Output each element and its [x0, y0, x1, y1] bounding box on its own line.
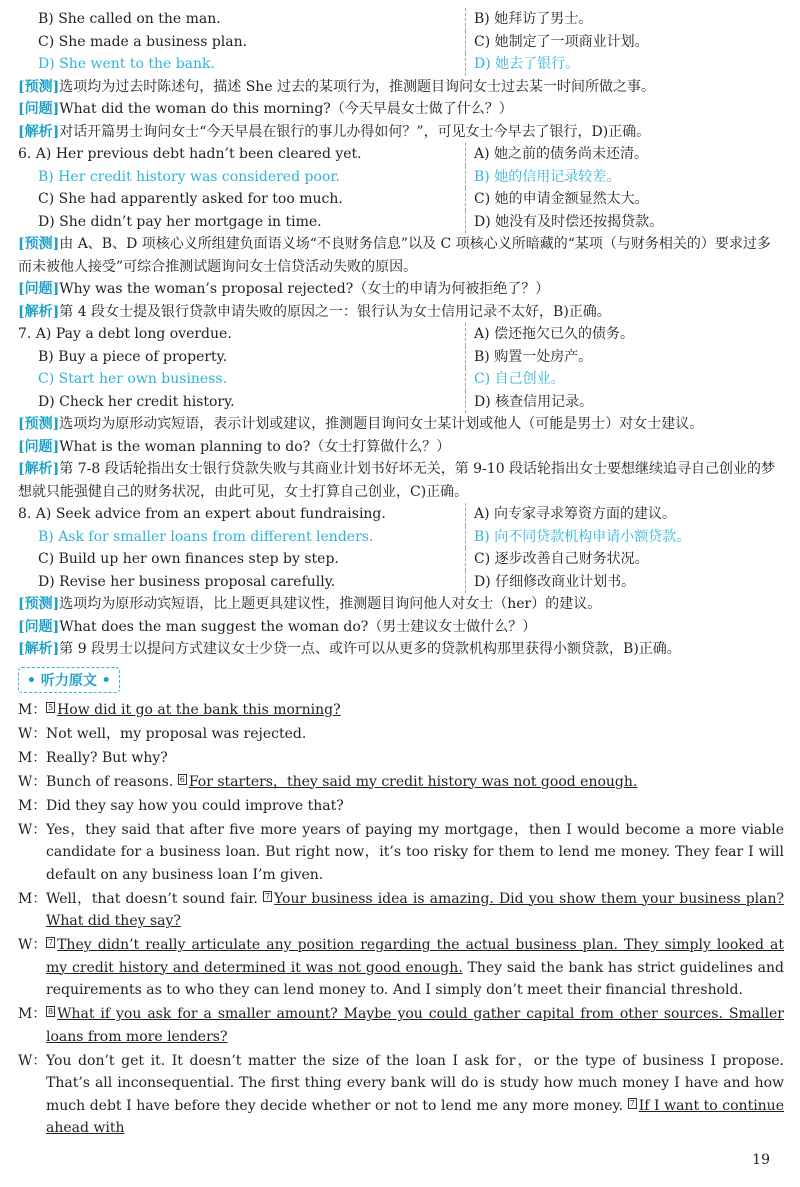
option-row — [18, 368, 784, 391]
dialog-line — [18, 699, 784, 722]
note-tag: [问题] — [18, 101, 60, 117]
option-row — [18, 323, 784, 346]
question-marker: 7 — [264, 891, 271, 901]
option-chinese: B) 她的信用记录较差。 — [465, 166, 784, 189]
dialog-line — [18, 1050, 784, 1140]
option-english: C) Start her own business. — [38, 371, 228, 387]
speaker-label: W： — [18, 1052, 47, 1069]
option-english: 6. A) Her previous debt hadn’t been cleared yet. — [18, 146, 362, 162]
utterance-text: They said the bank has strict guidelines and requirements as to who they can lend money to. And I simply don’t meet their financial threshold. — [46, 959, 784, 998]
dialog-line — [18, 934, 784, 1002]
option-chinese: A) 她之前的债务尚未还清。 — [465, 143, 784, 166]
key-sentence: For starters，they said my credit history was not good enough. — [188, 773, 638, 790]
utterance — [46, 771, 784, 794]
analysis-note — [18, 413, 784, 436]
utterance — [46, 723, 784, 746]
note-text: 由 A、B、D 项核心义所组建负面语义场“不良财务信息”以及 C 项核心义所暗藏的“某项（与财务相关的）要求过多而未被他人接受”可综合推测试题询问女士信贷活动失败的原因。 — [18, 236, 771, 275]
analysis-note — [18, 301, 784, 324]
utterance — [46, 1003, 784, 1048]
option-chinese: B) 她拜访了男士。 — [465, 8, 784, 31]
dialog-line — [18, 747, 784, 770]
speaker-label: M： — [18, 1006, 47, 1022]
dialog-line — [18, 723, 784, 746]
option-english: C) She had apparently asked for too much. — [38, 191, 343, 207]
analysis-note — [18, 436, 784, 459]
analysis-note — [18, 278, 784, 301]
option-row — [18, 346, 784, 369]
question-7 — [18, 323, 784, 503]
option-row — [18, 503, 784, 526]
option-row — [18, 391, 784, 414]
speaker-label: W： — [18, 725, 47, 742]
analysis-note — [18, 458, 784, 503]
speaker-label: W： — [18, 821, 47, 838]
note-text: What does the man suggest the woman do?（男士建议女士做什么？） — [59, 618, 537, 635]
utterance-text: Well，that doesn’t sound fair. — [46, 890, 263, 907]
question-8 — [18, 503, 784, 661]
note-text: 第 7-8 段话轮指出女士银行贷款失败与其商业计划书好坏无关，第 9-10 段话轮指出女士要想继续追寻自己创业的梦想就只能强健自己的财务状况，由此可见，女士打算自己创业，C)正确。 — [18, 461, 776, 500]
option-english: C) Build up her own finances step by step. — [38, 551, 339, 567]
utterance-text: Did they say how you could improve that? — [46, 797, 344, 814]
option-english: B) Ask for smaller loans from different lenders. — [38, 528, 374, 545]
option-english: B) Her credit history was considered poor. — [38, 168, 340, 185]
option-english: B) Buy a piece of property. — [38, 348, 228, 365]
option-chinese: C) 逐步改善自己财务状况。 — [465, 548, 784, 571]
option-chinese: D) 她去了银行。 — [465, 53, 784, 76]
option-english: D) She didn’t pay her mortgage in time. — [38, 213, 322, 230]
utterance — [46, 747, 784, 770]
transcript-section-title: • 听力原文 • — [18, 667, 120, 693]
key-sentence: Your business idea is amazing. Did you show them your business plan? What did they say? — [46, 890, 785, 929]
note-text: Why was the woman’s proposal rejected?（女士的申请为何被拒绝了？） — [59, 281, 550, 297]
analysis-note — [18, 233, 784, 278]
utterance — [46, 934, 784, 1002]
option-row — [18, 188, 784, 211]
option-chinese: A) 向专家寻求筹资方面的建议。 — [465, 503, 784, 526]
option-row — [18, 143, 784, 166]
option-row — [18, 166, 784, 189]
speaker-label: M： — [18, 749, 47, 766]
question-marker: 6 — [179, 774, 185, 784]
utterance — [46, 795, 784, 818]
analysis-note — [18, 593, 784, 616]
note-tag: [预测] — [18, 236, 60, 252]
note-tag: [解析] — [18, 641, 60, 657]
utterance — [46, 1050, 784, 1140]
option-english: D) Check her credit history. — [38, 393, 235, 410]
note-text: What is the woman planning to do?（女士打算做什么？） — [59, 438, 451, 455]
note-tag: [预测] — [18, 78, 60, 95]
document-page — [18, 8, 784, 1141]
question-marker: 7 — [48, 938, 54, 947]
speaker-label: M： — [18, 701, 47, 718]
option-chinese: D) 仔细修改商业计划书。 — [465, 571, 784, 594]
page-number: 19 — [752, 1152, 770, 1168]
transcript-dialog — [18, 699, 784, 1140]
option-chinese: D) 核查信用记录。 — [465, 391, 784, 414]
option-row — [18, 526, 784, 549]
analysis-note — [18, 76, 784, 99]
utterance — [46, 699, 784, 722]
option-chinese: B) 向不同贷款机构申请小额贷款。 — [465, 526, 784, 549]
question-6 — [18, 143, 784, 323]
option-english: D) She went to the bank. — [38, 56, 215, 72]
note-tag: [解析] — [18, 303, 60, 320]
option-chinese: C) 她制定了一项商业计划。 — [465, 31, 784, 54]
note-text: 第 4 段女士提及银行贷款申请失败的原因之一：银行认为女士信用记录不太好，B)正确。 — [59, 303, 611, 320]
option-chinese: C) 自己创业。 — [465, 368, 784, 391]
note-tag: [解析] — [18, 123, 60, 140]
option-english: B) She called on the man. — [38, 11, 221, 27]
speaker-label: W： — [18, 937, 47, 953]
question-5-options — [18, 8, 784, 76]
utterance-text: Bunch of reasons. — [46, 773, 178, 790]
question-marker: 5 — [48, 702, 54, 712]
question-marker: 8 — [48, 1007, 54, 1016]
utterance — [46, 888, 784, 933]
analysis-note — [18, 638, 784, 661]
note-text: 第 9 段男士以提问方式建议女士少贷一点、或许可以从更多的贷款机构那里获得小额贷款，B)正确。 — [59, 641, 681, 657]
dialog-line — [18, 819, 784, 887]
option-row — [18, 571, 784, 594]
speaker-label: M： — [18, 797, 47, 814]
option-chinese: B) 购置一处房产。 — [465, 346, 784, 369]
note-tag: [解析] — [18, 461, 60, 477]
analysis-note — [18, 98, 784, 121]
option-row — [18, 8, 784, 31]
option-chinese: C) 她的申请金额显然太大。 — [465, 188, 784, 211]
note-tag: [问题] — [18, 618, 60, 635]
option-chinese: A) 偿还拖欠已久的债务。 — [465, 323, 784, 346]
key-sentence: They didn’t really articulate any position regarding the actual business plan. They simply looked at my credit history and determined it was not good enough. — [46, 937, 784, 976]
note-tag: [预测] — [18, 416, 60, 432]
option-row — [18, 31, 784, 54]
note-text: What did the woman do this morning?（今天早晨女士做了什么？） — [59, 101, 513, 117]
note-tag: [预测] — [18, 596, 60, 612]
note-text: 选项均为过去时陈述句，描述 She 过去的某项行为，推测题目询问女士过去某一时间所做之事。 — [59, 78, 656, 95]
analysis-note — [18, 121, 784, 144]
option-row — [18, 211, 784, 234]
dialog-line — [18, 1003, 784, 1048]
option-row — [18, 53, 784, 76]
utterance-text: Yes，they said that after five more years of paying my mortgage，then I would become a more viable candidate for a business loan. But right now，it’s too risky for them to lend me money. They fear I will default on any business loan I’m given. — [46, 821, 784, 883]
key-sentence: If I want to continue ahead with — [46, 1097, 784, 1136]
question-5-notes — [18, 76, 784, 144]
option-english: C) She made a business plan. — [38, 33, 248, 50]
dialog-line — [18, 888, 784, 933]
analysis-note — [18, 616, 784, 639]
utterance-text: Not well，my proposal was rejected. — [46, 725, 307, 742]
dialog-line — [18, 795, 784, 818]
option-english: 7. A) Pay a debt long overdue. — [18, 326, 232, 342]
utterance — [46, 819, 784, 887]
option-english: D) Revise her business proposal carefully. — [38, 573, 336, 590]
utterance-text: You don’t get it. It doesn’t matter the size of the loan I ask for，or the type of business I propose. That’s all inconsequential. The first thing every bank will do is study how much money I have and how much debt I have before they decide whether or not to lend me any more money. — [46, 1052, 784, 1114]
note-text: 对话开篇男士询问女士“今天早晨在银行的事儿办得如何？”，可见女士今早去了银行，D)正确。 — [59, 123, 651, 140]
note-text: 选项均为原形动宾短语，比上题更具建议性，推测题目询问他人对女士（her）的建议。 — [59, 596, 602, 612]
note-tag: [问题] — [18, 438, 60, 455]
key-sentence: What if you ask for a smaller amount? Maybe you could gather capital from other sources. Smaller loans from more lenders? — [46, 1006, 784, 1045]
note-text: 选项均为原形动宾短语，表示计划或建议，推测题目询问女士某计划或他人（可能是男士）对女士建议。 — [59, 416, 704, 432]
dialog-line — [18, 771, 784, 794]
key-sentence: How did it go at the bank this morning? — [57, 701, 341, 718]
utterance-text: Really? But why? — [46, 749, 168, 766]
option-chinese: D) 她没有及时偿还按揭贷款。 — [465, 211, 784, 234]
option-row — [18, 548, 784, 571]
speaker-label: M： — [18, 890, 47, 907]
note-tag: [问题] — [18, 281, 60, 297]
speaker-label: W： — [18, 773, 47, 790]
question-marker: 7 — [629, 1098, 635, 1108]
option-english: 8. A) Seek advice from an expert about fundraising. — [18, 506, 386, 522]
